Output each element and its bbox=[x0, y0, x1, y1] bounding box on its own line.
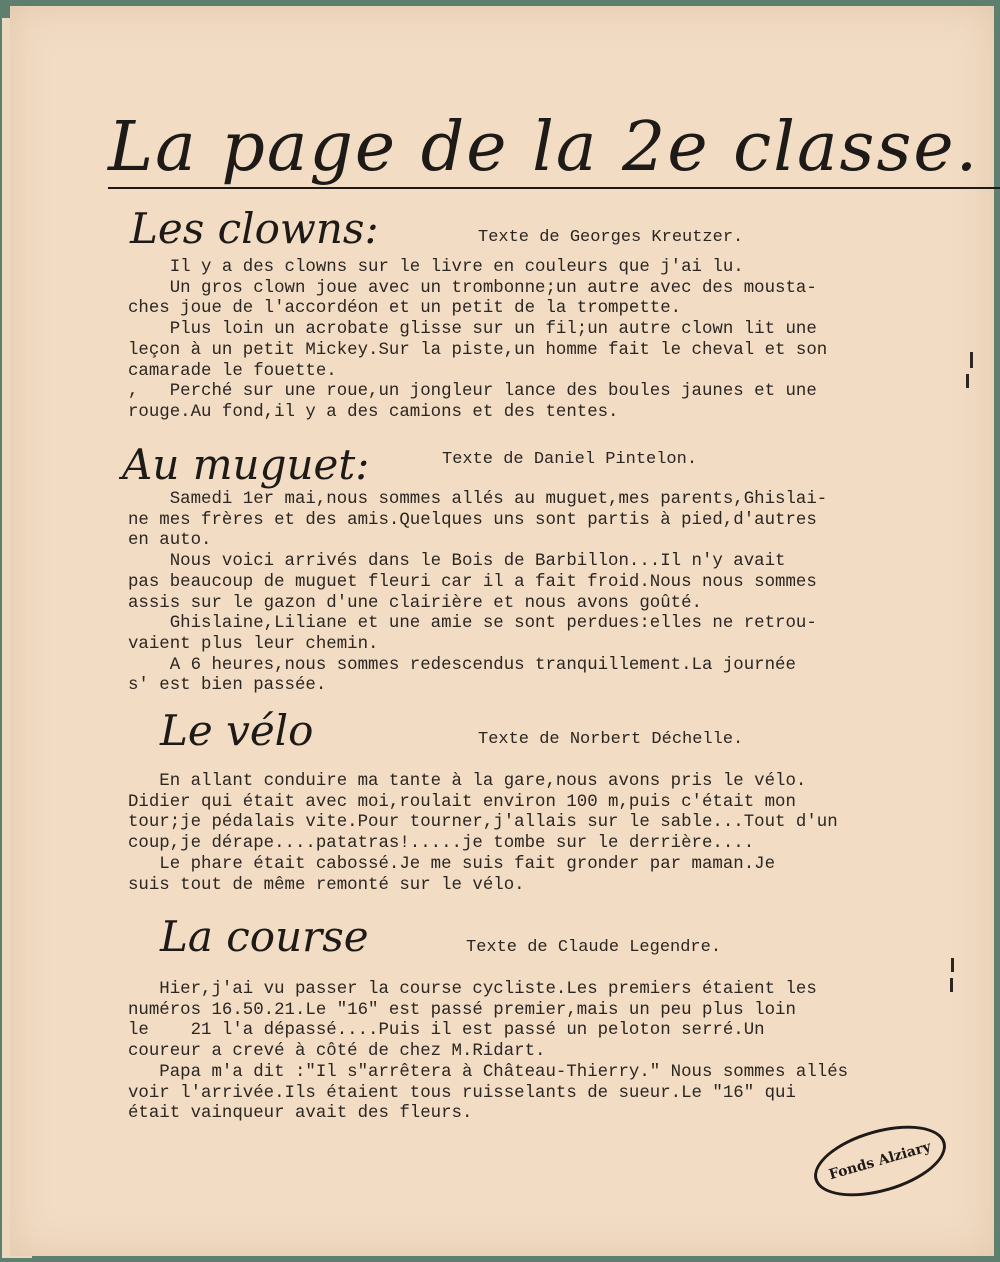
section-author-muguet: Texte de Daniel Pintelon. bbox=[442, 450, 698, 469]
margin-mark bbox=[950, 978, 953, 992]
text-line: était vainqueur avait des fleurs. bbox=[128, 1104, 473, 1124]
text-line: Hier,j'ai vu passer la course cycliste.Les premiers étaient les bbox=[128, 980, 817, 999]
text-line: tour;je pédalais vite.Pour tourner,j'allais sur le sable...Tout d'un bbox=[128, 813, 838, 833]
text-line: le 21 l'a dépassé....Puis il est passé un peloton serré.Un bbox=[128, 1021, 765, 1041]
text-line: A 6 heures,nous sommes redescendus tranquillement.La journée bbox=[128, 655, 796, 675]
section-body-clowns bbox=[128, 258, 978, 424]
text-line: Samedi 1er mai,nous sommes allés au muguet,mes parents,Ghislai- bbox=[128, 490, 828, 509]
text-line: Plus loin un acrobate glisse sur un fil;un autre clown lit une bbox=[128, 320, 817, 340]
section-heading-course: La course bbox=[160, 912, 369, 961]
text-line: coureur a crevé à côté de chez M.Ridart. bbox=[128, 1042, 546, 1062]
text-line: camarade le fouette. bbox=[128, 361, 337, 381]
page-title: La page de la 2e classe. bbox=[108, 108, 1000, 189]
section-heading-velo: Le vélo bbox=[160, 706, 314, 755]
stamp-label: Fonds Alziary bbox=[827, 1138, 933, 1184]
text-line: En allant conduire ma tante à la gare,nous avons pris le vélo. bbox=[128, 772, 807, 791]
text-line: Papa m'a dit :"Il s"arrêtera à Château-Thierry." Nous sommes allés bbox=[128, 1062, 849, 1082]
text-line: pas beaucoup de muguet fleuri car il a fait froid.Nous nous sommes bbox=[128, 572, 817, 592]
text-line: Nous voici arrivés dans le Bois de Barbillon...Il n'y avait bbox=[128, 552, 786, 572]
text-line: en auto. bbox=[128, 531, 212, 551]
section-body-muguet bbox=[128, 490, 978, 697]
text-line: Didier qui était avec moi,roulait environ 100 m,puis c'était mon bbox=[128, 792, 796, 812]
text-line: suis tout de même remonté sur le vélo. bbox=[128, 875, 525, 895]
text-line: numéros 16.50.21.Le "16" est passé premier,mais un peu plus loin bbox=[128, 1000, 796, 1020]
margin-mark bbox=[966, 374, 969, 388]
text-line: voir l'arrivée.Ils étaient tous ruisselants de sueur.Le "16" qui bbox=[128, 1083, 796, 1103]
section-heading-clowns: Les clowns: bbox=[130, 204, 379, 253]
text-line: ne mes frères et des amis.Quelques uns sont partis à pied,d'autres bbox=[128, 510, 817, 530]
text-line: s' est bien passée. bbox=[128, 676, 327, 696]
text-line: coup,je dérape....patatras!.....je tombe sur le derrière.... bbox=[128, 834, 755, 854]
text-line: Le phare était cabossé.Je me suis fait gronder par maman.Je bbox=[128, 854, 776, 874]
text-line: vaient plus leur chemin. bbox=[128, 634, 379, 654]
section-author-course: Texte de Claude Legendre. bbox=[466, 938, 722, 957]
text-line: assis sur le gazon d'une clairière et nous avons goûté. bbox=[128, 593, 702, 613]
section-heading-muguet: Au muguet: bbox=[122, 440, 370, 489]
text-line: Un gros clown joue avec un trombonne;un autre avec des mousta- bbox=[128, 278, 817, 298]
text-line: ches joue de l'accordéon et un petit de la trompette. bbox=[128, 299, 682, 319]
text-line: Ghislaine,Liliane et une amie se sont perdues:elles ne retrou- bbox=[128, 614, 817, 634]
text-line: leçon à un petit Mickey.Sur la piste,un homme fait le cheval et son bbox=[128, 340, 828, 360]
text-line: , Perché sur une roue,un jongleur lance des boules jaunes et une bbox=[128, 382, 817, 402]
section-body-course bbox=[128, 980, 978, 1125]
section-author-velo: Texte de Norbert Déchelle. bbox=[478, 730, 744, 749]
margin-mark bbox=[970, 352, 973, 368]
section-author-clowns: Texte de Georges Kreutzer. bbox=[478, 228, 744, 247]
margin-mark bbox=[951, 958, 954, 972]
section-body-velo bbox=[128, 772, 978, 896]
text-line: Il y a des clowns sur le livre en couleurs que j'ai lu. bbox=[128, 258, 744, 277]
text-line: rouge.Au fond,il y a des camions et des tentes. bbox=[128, 402, 619, 422]
